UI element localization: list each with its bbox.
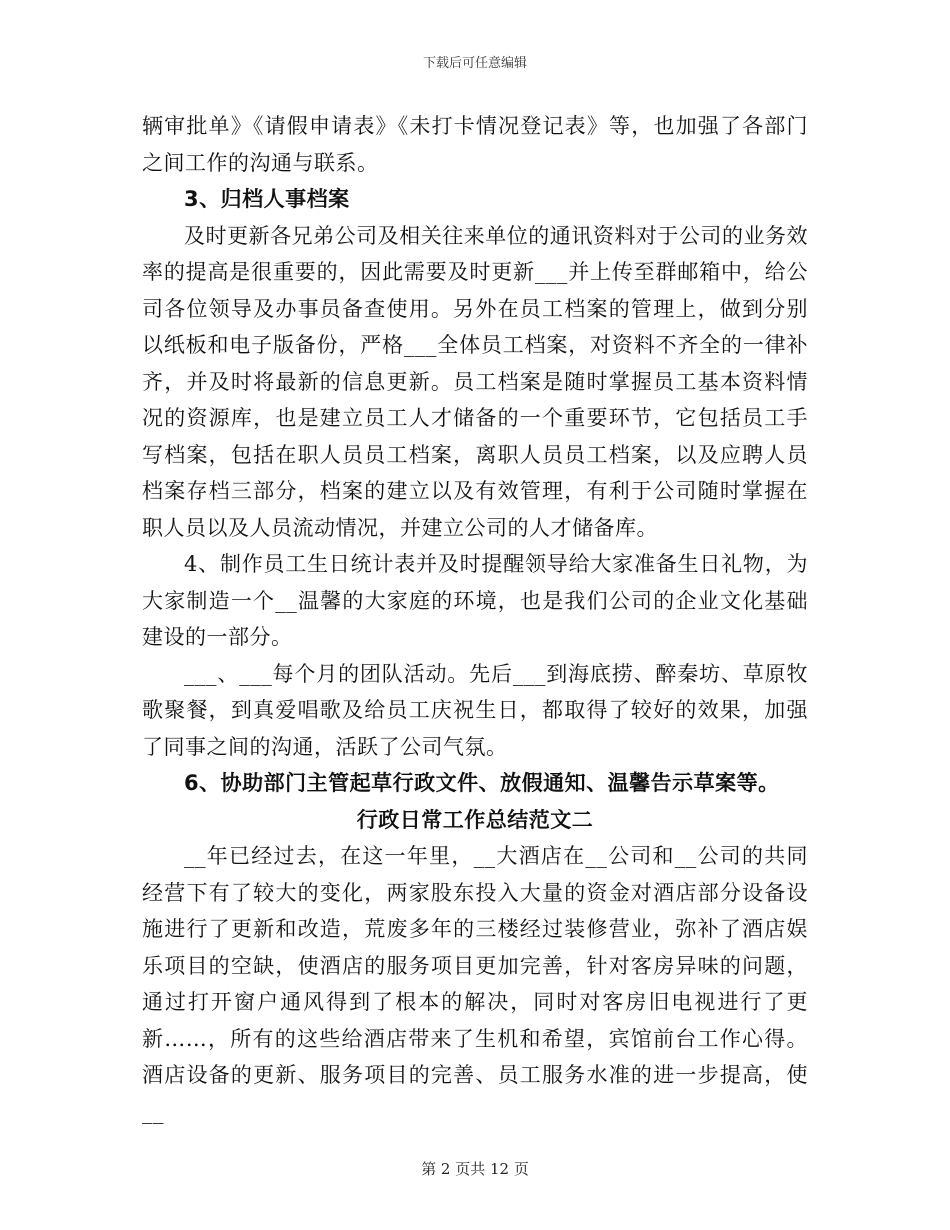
section-heading-archive: 3、归档人事档案 xyxy=(184,187,350,211)
paragraph-continuation: 辆审批单》《请假申请表》《未打卡情况登记表》等，也加强了各部门之间工作的沟通与联系。 xyxy=(142,114,808,175)
page-header: 下载后可任意编辑 xyxy=(422,56,527,71)
article-title: 行政日常工作总结范文二 xyxy=(356,807,594,832)
section-heading-drafting: 6、协助部门主管起草行政文件、放假通知、温馨告示草案等。 xyxy=(184,771,780,795)
paragraph-archive: 及时更新各兄弟公司及相关往来单位的通讯资料对于公司的业务效率的提高是很重要的，因此需要及时更新___并上传至群邮箱中，给公司各位领导及办事员备查使用。另外在员工档案的管理上，做到分别以纸板和电子版备份，严格___全体员工档案，对资料不齐全的一律补齐，并及时将最新的信息更新。员工档案是随时掌握员工基本资料情况的资源库，也是建立员工人才储备的一个重要环节，它包括员工手写档案，包括在职人员员工档案，离职人员员工档案，以及应聘人员档案存档三部分，档案的建立以及有效管理，有利于公司随时掌握在职人员以及人员流动情况，并建立公司的人才储备库。 xyxy=(142,223,808,540)
paragraph-hotel-summary: __年已经过去，在这一年里，__大酒店在__公司和__公司的共同经营下有了较大的变化，两家股东投入大量的资金对酒店部分设备设施进行了更新和改造，荒废多年的三楼经过装修营业，弥补了酒店娱乐项目的空缺，使酒店的服务项目更加完善，针对客房异味的问题，通过打开窗户通风得到了根本的解决，同时对客房旧电视进行了更新……，所有的这些给酒店带来了生机和希望，宾馆前台工作心得。酒店设备的更新、服务项目的完善、员工服务水准的进一步提高，使__ xyxy=(142,844,808,1124)
paragraph-team-activity: ___、___每个月的团队活动。先后___到海底捞、醉秦坊、草原牧歌聚餐，到真爱唱歌及给员工庆祝生日，都取得了较好的效果，加强了同事之间的沟通，活跃了公司气氛。 xyxy=(142,661,808,759)
paragraph-birthday: 4、制作员工生日统计表并及时提醒领导给大家准备生日礼物，为大家制造一个__温馨的大家庭的环境，也是我们公司的企业文化基础建设的一部分。 xyxy=(142,552,808,649)
document-body xyxy=(142,108,808,1130)
page-footer: 第 2 页共 12 页 xyxy=(421,1160,529,1178)
